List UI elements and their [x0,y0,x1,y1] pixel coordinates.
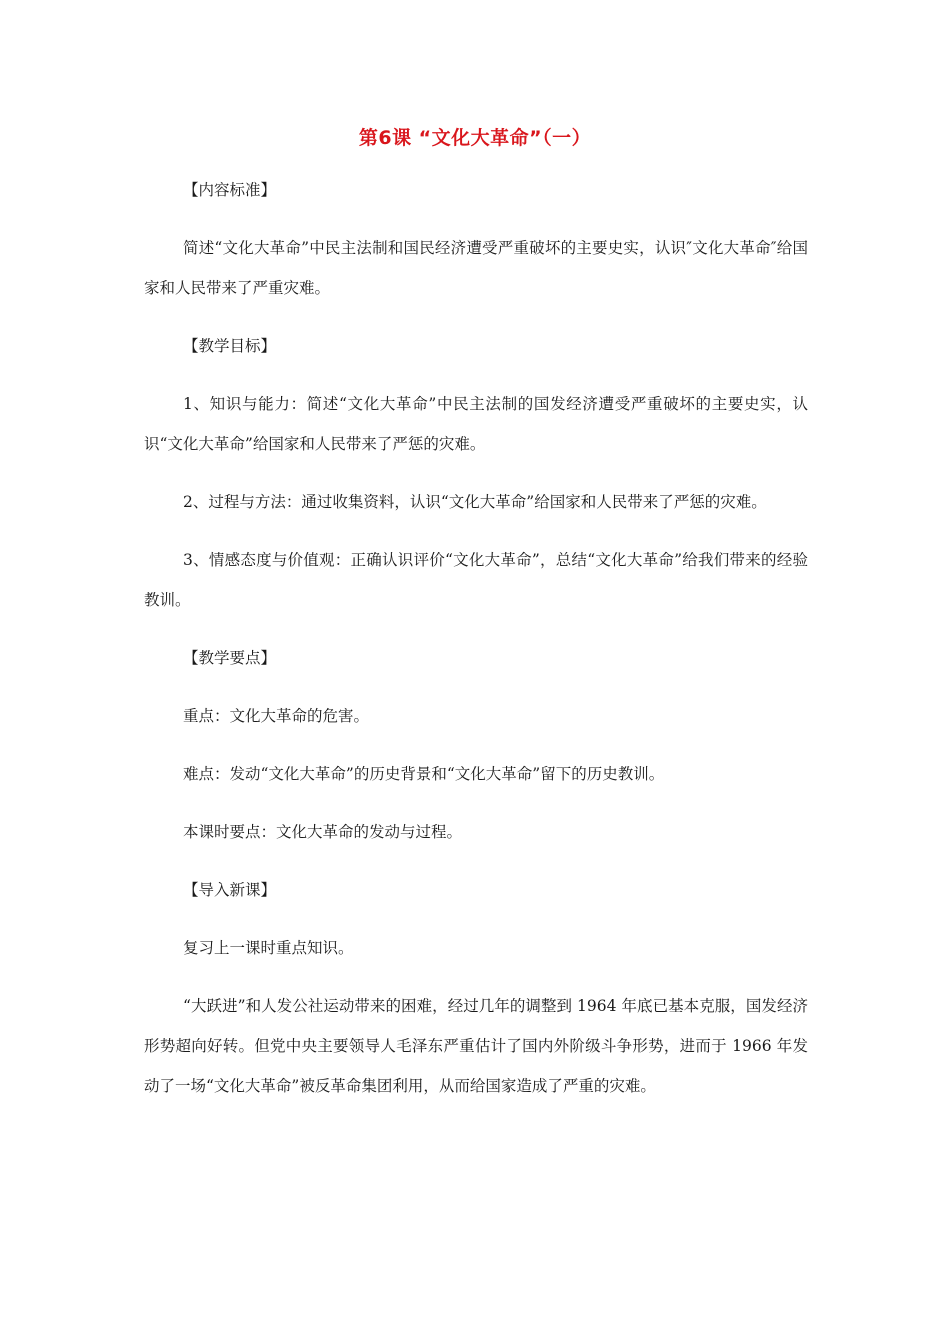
document-title: 第6课 “文化大革命”（一） [358,127,592,149]
paragraph-difficult-point: 难点：发动“文化大革命”的历史背景和“文化大革命”留下的历史教训。 [183,765,665,783]
section-heading-teaching-goals: 【教学目标】 [183,337,277,355]
section-heading-content-standard: 【内容标准】 [183,181,277,199]
paragraph-goal-knowledge: 1、知识与能力：简述“文化大革命”中民主法制的国发经济遭受严重破坏的主要史实，认识“文化大革命”给国家和人民带来了严惩的灾难。 [144,395,808,453]
section-heading-teaching-points: 【教学要点】 [183,649,277,667]
section-heading-introduction: 【导入新课】 [183,881,277,899]
paragraph-background: “大跃进”和人发公社运动带来的困难，经过几年的调整到 1964 年底已基本克服，国发经济形势超向好转。但党中央主要领导人毛泽东严重估计了国内外阶级斗争形势，进而于 1966 年发动了一场“文化大革命”被反革命集团利用，从而给国家造成了严重的灾难。 [144,997,808,1095]
paragraph-key-point: 重点：文化大革命的危害。 [183,707,370,725]
paragraph-goal-process: 2、过程与方法：通过收集资料，认识“文化大革命”给国家和人民带来了严惩的灾难。 [183,493,767,511]
document-body [144,170,808,1124]
paragraph-lesson-point: 本课时要点：文化大革命的发动与过程。 [183,823,463,841]
paragraph-content-standard: 简述“文化大革命”中民主法制和国民经济遭受严重破坏的主要史实，认识″文化大革命″给国家和人民带来了严重灾难。 [144,239,808,297]
paragraph-review: 复习上一课时重点知识。 [183,939,354,957]
paragraph-goal-attitude: 3、情感态度与价值观：正确认识评价“文化大革命”，总结“文化大革命”给我们带来的经验教训。 [144,551,808,609]
